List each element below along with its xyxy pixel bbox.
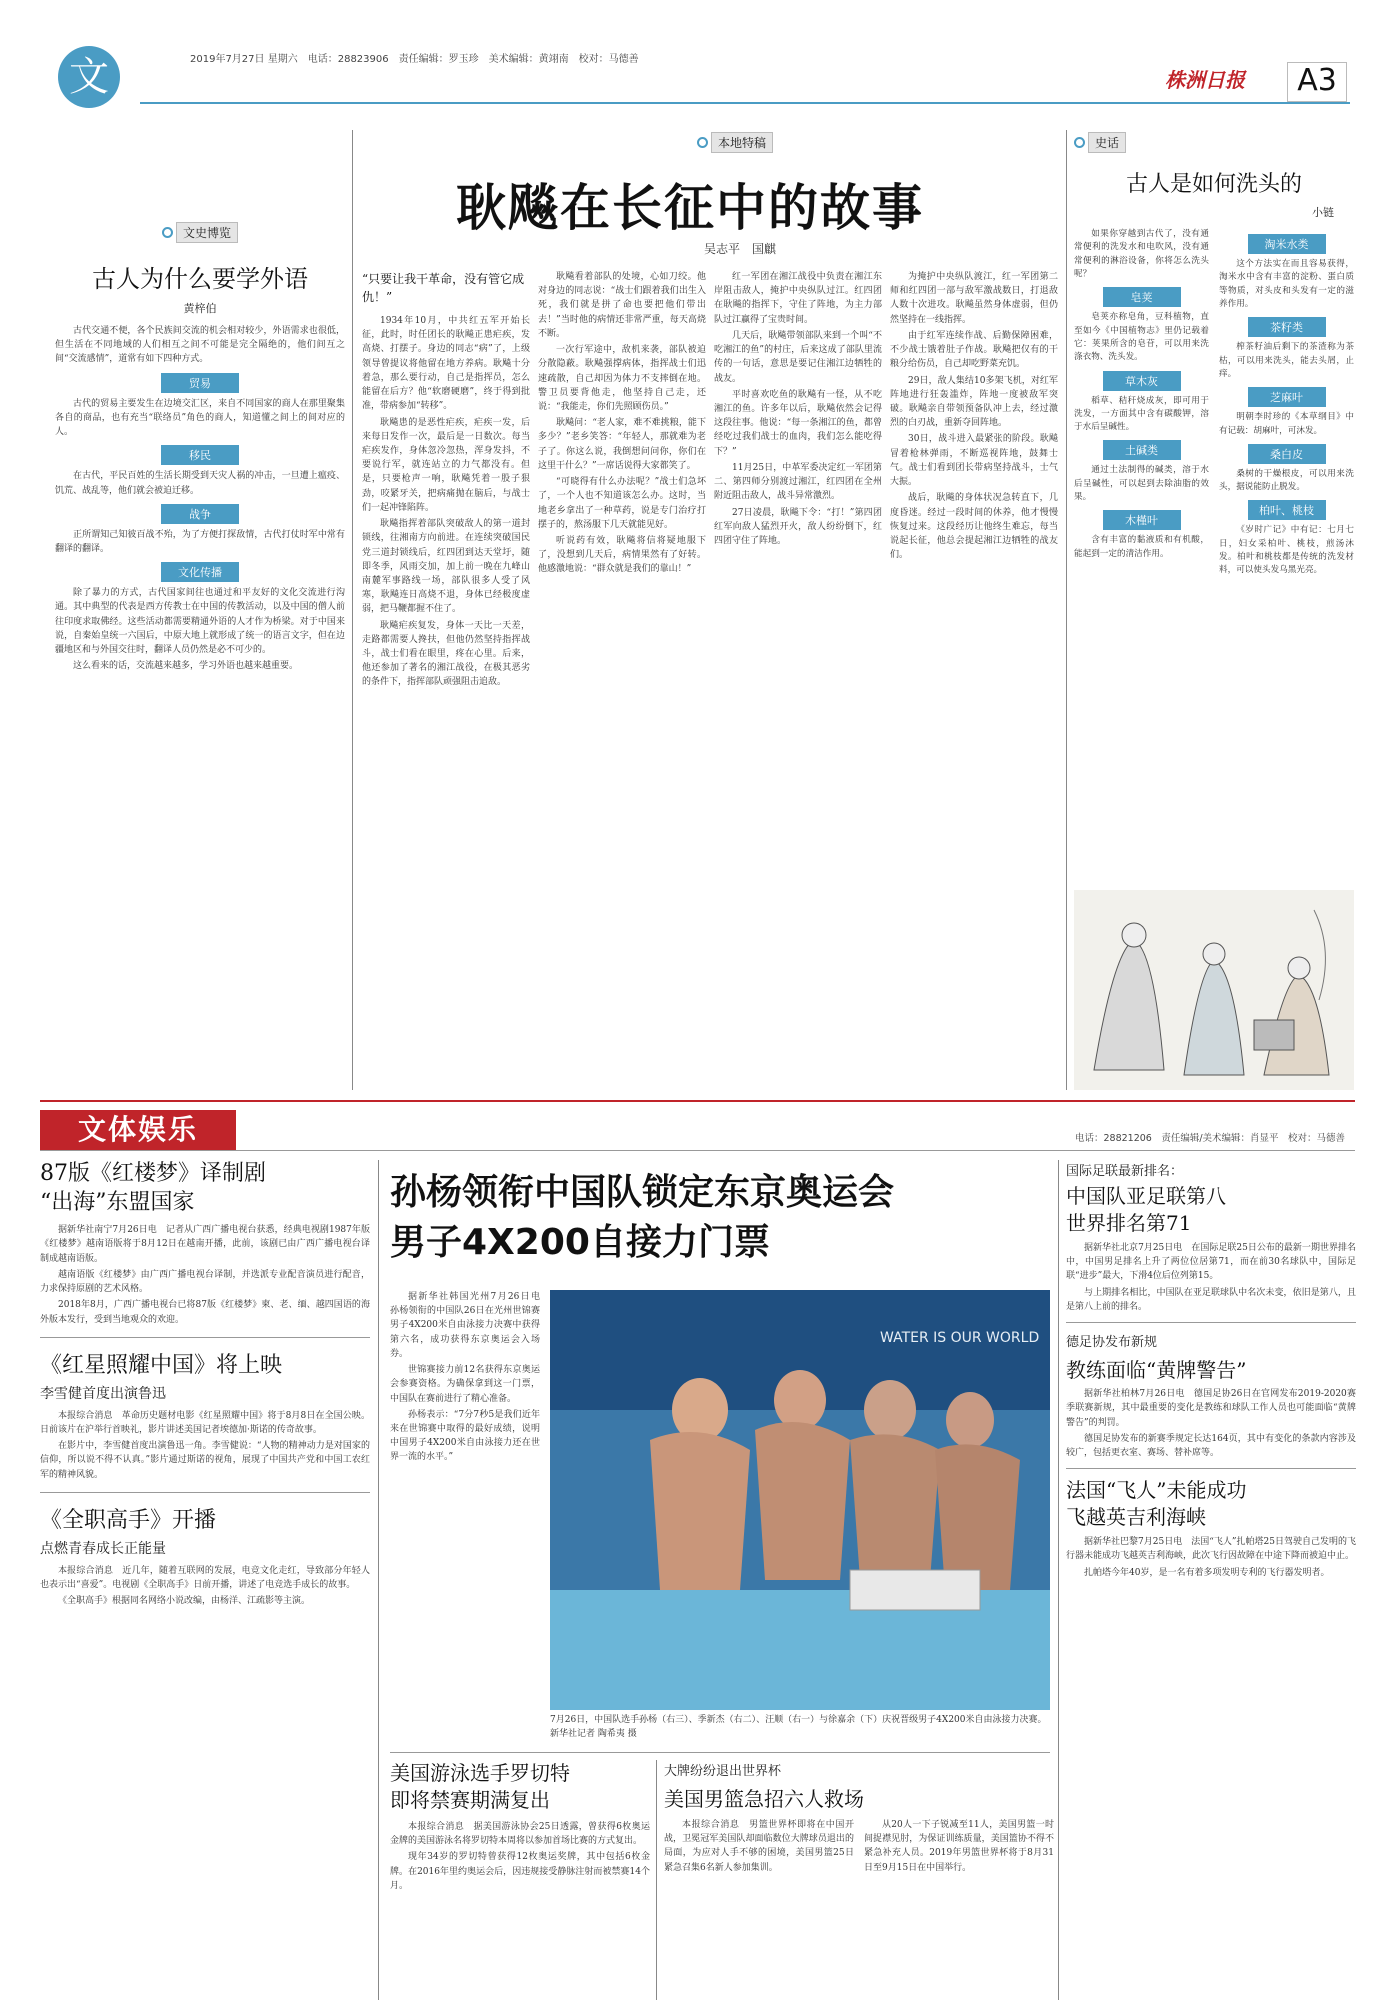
ancient-women-illustration bbox=[1074, 890, 1354, 1090]
section-badge bbox=[58, 46, 120, 162]
right-subhead: 芝麻叶 bbox=[1248, 387, 1326, 407]
right-para: 皂荚亦称皂角，豆科植物，直至如今《中国植物志》里仍记载着它：荚果所含的皂苷，可以用来洗涤衣物、洗头发。 bbox=[1074, 312, 1209, 363]
article-para: 德国足协发布的新赛季规定长达164页，其中有变化的条款内容涉及较广，包括更衣室、赛场、替补席等。 bbox=[1066, 1433, 1356, 1458]
right-para: 这个方法实在而且容易获得，淘米水中含有丰富的淀粉、蛋白质等物质，对头皮和头发有一定的滋养作用。 bbox=[1219, 259, 1354, 309]
feature-para: 据新华社韩国光州7月26日电 孙杨领衔的中国队26日在光州世锦赛男子4X200米自由泳接力决赛中获得第六名，成功获得东京奥运会入场券。 bbox=[390, 1292, 550, 1359]
right-subhead: 茶籽类 bbox=[1248, 317, 1326, 337]
right-para: 桑树的干燥根皮，可以用来洗头，据说能防止脱发。 bbox=[1219, 468, 1354, 493]
main-col-3 bbox=[714, 270, 882, 1090]
article-title: 中国队亚足联第八 世界排名第71 bbox=[1066, 1184, 1226, 1235]
right-subhead: 木槿叶 bbox=[1103, 510, 1181, 530]
right-para: 榨茶籽油后剩下的茶渣称为茶枯，可以用来洗头，能去头屑，止痒。 bbox=[1219, 342, 1354, 379]
photo-caption: 7月26日，中国队选手孙杨（右三）、季新杰（右二）、汪顺（右一）与徐嘉余（下）庆祝晋级男子4X200米自由泳接力决赛。 新华社记者 陶希夷 摄 bbox=[550, 1715, 1052, 1739]
left-subhead: 文化传播 bbox=[161, 562, 239, 582]
article-title: 《全职高手》开播 bbox=[40, 1507, 217, 1533]
section-char-1: 文史 bbox=[58, 46, 120, 108]
left-column bbox=[55, 222, 345, 1092]
article-title: 美国游泳选手罗切特 即将禁赛期满复出 bbox=[390, 1761, 570, 1812]
section2-meta: 电话：28821206 责任编辑/美术编辑：肖显平 校对：马德善 bbox=[1075, 1133, 1346, 1144]
left-subhead: 移民 bbox=[161, 445, 239, 465]
article-usa-basketball bbox=[664, 1760, 1054, 2000]
right-para: 《岁时广记》中有记：七月七日，妇女采柏叶、桃枝，煎汤沐发。柏叶和桃枝都是传统的洗发材料，可以使头发乌黑光亮。 bbox=[1219, 525, 1354, 576]
article-kicker: 国际足联最新排名： bbox=[1066, 1164, 1184, 1179]
story-para: 11月25日，中革军委决定红一军团第二、第四师分别渡过湘江，红四团在全州附近阻击敌人，战斗异常激烈。 bbox=[714, 462, 882, 502]
right-title: 古人是如何洗头的 bbox=[1125, 172, 1302, 197]
right-para: 如果你穿越到古代了，没有通常便利的洗发水和电吹风，没有通常便利的淋浴设备，你将怎么洗头呢？ bbox=[1074, 229, 1209, 279]
right-author: 小链 bbox=[1312, 206, 1334, 219]
article-kicker: 大牌纷纷退出世界杯 bbox=[664, 1764, 782, 1779]
article-para: 据新华社巴黎7月25日电 法国“飞人”扎帕塔25日驾驶自己发明的飞行器未能成功飞越英吉利海峡，此次飞行因故障在中途下降而被迫中止。 bbox=[1066, 1537, 1356, 1562]
headline-byline: 吴志平 国麒 bbox=[703, 242, 776, 256]
article-para: 在影片中，李雪健首度出演鲁迅一角。李雪健说：“人物的精神动力是对国家的信仰，所以说不得不认真。”影片通过斯诺的视角，展现了中国共产党和中国工农红军的精神风貌。 bbox=[40, 1441, 370, 1480]
story-para: 27日凌晨，耿飚下令：“打！”第四团红军向敌人猛烈开火，敌人纷纷倒下，红四团守住了阵地。 bbox=[714, 507, 882, 546]
article-para: 现年34岁的罗切特曾获得12枚奥运奖牌，其中包括6枚金牌。在2016年里约奥运会后，因违规接受静脉注射而被禁赛14个月。 bbox=[390, 1852, 650, 1891]
article-para: 越南语版《红楼梦》由广西广播电视台译制，并选派专业配音演员进行配音，力求保持原剧的艺术风格。 bbox=[40, 1269, 370, 1295]
article-para: 本报综合消息 革命历史题材电影《红星照耀中国》将于8月8日在全国公映。日前该片在沪举行首映礼，影片讲述美国记者埃德加·斯诺的传奇故事。 bbox=[40, 1410, 370, 1435]
main-col-4 bbox=[890, 270, 1058, 1090]
article-para: 据新华社南宁7月26日电 记者从广西广播电视台获悉，经典电视剧1987年版《红楼梦》越南语版将于8月12日在越南开播，此前，该剧已由广西广播电视台译制成越南语版。 bbox=[40, 1225, 370, 1264]
intro-quote: “只要让我干革命，没有管它成仇！” bbox=[362, 272, 525, 304]
story-para: 红一军团在湘江战役中负责在湘江东岸阻击敌人，掩护中央纵队过江。红四团在耿飚的指挥下，守住了阵地，为主力部队过江赢得了宝贵时间。 bbox=[714, 272, 882, 325]
story-para: 耿飚问：“老人家，难不难挑粮，能下多少？”老乡笑答：“年轻人，那就难为老子了。你这么说，我倒想问问你，你们在这里干什么？”一席话说得大家都笑了。 bbox=[538, 418, 706, 471]
right-subhead: 淘米水类 bbox=[1248, 234, 1326, 254]
section2-left bbox=[40, 1160, 370, 2000]
left-para: 除了暴力的方式，古代国家间往也通过和平友好的文化交流进行沟通。其中典型的代表是西方传教士在中国的传教活动，以及中国的僧人前往印度求取佛经。这些活动都需要精通外语的人才作为桥梁。对于中国来说，自秦始皇统一六国后，中原大地上就形成了统一的语言文字，但在边疆地区和与外国交往时，翻译人员仍然是必不可少的。 bbox=[55, 588, 345, 656]
left-para: 这么看来的话，交流越来越多，学习外语也越来越重要。 bbox=[73, 661, 299, 672]
article-para: 从20人一下子锐减至11人，美国男篮一时间捉襟见肘，为保证训练质量，美国篮协不得不紧急补充人员。2019年男篮世界杯将于8月31日至9月15日在中国举行。 bbox=[864, 1820, 1054, 1873]
article-para: 本报综合消息 据美国游泳协会25日透露，曾获得6枚奥运金牌的美国游泳名将罗切特本周将以参加首场比赛的方式复出。 bbox=[390, 1822, 650, 1847]
page-number: A3 bbox=[1287, 62, 1347, 102]
left-para: 古代的贸易主要发生在边境交汇区，来自不同国家的商人在那里聚集各自的商品，也有充当“联络员”角色的商人，知道懂之间上的间对应的人。 bbox=[55, 398, 345, 438]
article-para: 据新华社柏林7月26日电 德国足协26日在官网发布2019-2020赛季联赛新规，其中最重要的变化是教练和球队工作人员也可能面临“黄牌警告”的判罚。 bbox=[1066, 1389, 1356, 1428]
article-para: 《全职高手》根据同名网络小说改编，由杨洋、江疏影等主演。 bbox=[58, 1596, 311, 1607]
header-meta: 2019年7月27日 星期六 电话：28823906 责任编辑：罗玉珍 美术编辑：黄翊南 校对：马德善 bbox=[190, 54, 639, 65]
story-para: 战后，耿飚的身体状况急转直下，几度昏迷。经过一段时间的休养，他才慢慢恢复过来。这段经历让他终生难忘，每当说起长征，他总会提起湘江边牺牲的战友们。 bbox=[890, 493, 1058, 561]
left-subhead: 贸易 bbox=[161, 373, 239, 393]
right-subhead: 土碱类 bbox=[1103, 440, 1181, 460]
story-para: 耿飚患的是恶性疟疾，疟疾一发，后来每日发作一次，最后是一日数次。每当疟疾发作，身体忽冷忽热，浑身发抖，不要说行军，就连站立的力气都没有。但是，只要枪声一响，耿飚凭着一股子狠劲，咬紧牙关，把病痛抛在脑后，与战士们一起冲锋陷阵。 bbox=[362, 417, 530, 513]
right-label: 史话 bbox=[1074, 132, 1354, 153]
story-para: 耿飚指挥着部队突破敌人的第一道封锁线，往湘南方向前进。在连续突破国民党三道封锁线后，红四团到达天堂圩，随即冬季，风雨交加，加上前一晚在九峰山南麓军事路线一场，部队很多人受了风寒，耿飚连日高烧不退，身体已经极度虚弱，把马鞭都握不住了。 bbox=[362, 519, 530, 615]
story-para: 1934年10月，中共红五军开始长征，此时，时任团长的耿飚正患疟疾，发高烧、打摆子。身边的同志“病”了，上级领导曾提议将他留在地方养病。耿飚十分着急，那么要行动，自己是指挥员，怎么能留在后方？他“软磨硬磨”，终于得到批准，带病参加“转移”。 bbox=[362, 316, 530, 412]
section2-right bbox=[1066, 1160, 1356, 2000]
story-para: “可晓得有什么办法呢？”战士们急坏了，一个人也不知道该怎么办。这时，当地老乡拿出了一种草药，说是专门治疗打摆子的，熬汤服下几天就能见好。 bbox=[538, 477, 706, 530]
story-para: 为掩护中央纵队渡江，红一军团第二师和红四团一部与敌军激战数日，打退敌人数十次进攻。耿飚虽然身体虚弱，但仍然坚持在一线指挥。 bbox=[890, 272, 1058, 325]
article-kicker: 德足协发布新规 bbox=[1066, 1335, 1158, 1351]
left-para: 古代交通不便，各个民族间交流的机会相对较少，外语需求也很低，但生活在不同地域的人们相互之间不可能是完全隔绝的，他们间互之间“交流感情”，道常有如下四种方式。 bbox=[55, 326, 345, 365]
story-para: 听说药有效，耿飚将信将疑地服下了，没想到几天后，病情果然有了好转。他感激地说：“群众就是我们的靠山！” bbox=[538, 535, 706, 575]
right-subhead: 皂荚 bbox=[1103, 287, 1181, 307]
right-para: 通过土法制得的碱类，溶于水后呈碱性，可以起到去除油脂的效果。 bbox=[1074, 465, 1209, 503]
story-para: 一次行军途中，敌机来袭，部队被迫分散隐蔽。耿飚强撑病体，指挥战士们迅速疏散，自己却因为体力不支摔倒在地。警卫员要背他走，他坚持自己走，还说：“我能走，你们先照顾伤员。” bbox=[538, 345, 706, 412]
main-col-2 bbox=[538, 270, 706, 1090]
feature-para: 孙杨表示：“7分7秒5是我们近年来在世锦赛中取得的最好成绩，说明中国男子4X200米自由泳接力还在世界一流的水平。” bbox=[390, 1409, 540, 1463]
story-para: 由于红军连续作战、后勤保障困难，不少战士饿着肚子作战。耿飚把仅有的干粮分给伤员，自己却吃野菜充饥。 bbox=[890, 330, 1058, 370]
article-para: 扎帕塔今年40岁，是一名有着多项发明专利的飞行器发明者。 bbox=[1084, 1567, 1330, 1578]
left-para: 正所谓知己知彼百战不殆，为了方便打探敌情，古代打仗时军中常有翻译的翻译。 bbox=[55, 529, 345, 554]
article-title: 美国男篮急招六人救场 bbox=[664, 1787, 864, 1811]
headline-title: 耿飚在长征中的故事 bbox=[456, 178, 924, 237]
left-label: 文史博览 bbox=[55, 222, 345, 243]
article-para: 2018年8月，广西广播电视台已将87版《红楼梦》柬、老、缅、越四国语的海外版本发行，受到当地观众的欢迎。 bbox=[40, 1300, 370, 1325]
article-para: 据新华社北京7月25日电 在国际足联25日公布的最新一期世界排名中，中国男足排名上升了两位位居第71，而在前30名球队中，国际足联“进步”最大，下滑4位后位列第15。 bbox=[1066, 1243, 1356, 1282]
story-para: 30日，战斗进入最紧张的阶段。耿飚冒着枪林弹雨，不断巡视阵地，鼓舞士气。战士们看到团长带病坚持战斗，士气大振。 bbox=[890, 434, 1058, 488]
left-para: 在古代，平民百姓的生活长期受到天灾人祸的冲击，一旦遭上瘟疫、饥荒、战乱等，他们就会被迫迁移。 bbox=[55, 471, 345, 496]
headline-label: 本地特稿 bbox=[635, 132, 835, 156]
right-para: 稻草、秸秆烧成灰，即可用于洗发，一方面其中含有碳酸钾，溶于水后呈碱性。 bbox=[1074, 395, 1209, 433]
story-para: 29日，敌人集结10多架飞机，对红军阵地进行狂轰滥炸，阵地一度被敌军突破。耿飚亲自带领预备队冲上去，经过激烈的白刃战，重新夺回阵地。 bbox=[890, 375, 1058, 429]
feature-text bbox=[390, 1290, 550, 1710]
article-para: 本报综合消息 近几年，随着互联网的发展，电竞文化走红，导致部分年轻人也表示出“喜爱”。电视剧《全职高手》日前开播，讲述了电竞选手成长的故事。 bbox=[40, 1565, 370, 1591]
photo-banner-text: WATER IS OUR WORLD bbox=[880, 1330, 1040, 1346]
left-subhead: 战争 bbox=[161, 504, 239, 524]
article-title: 教练面临“黄牌警告” bbox=[1066, 1358, 1247, 1383]
left-author: 黄梓伯 bbox=[183, 302, 217, 315]
right-para: 含有丰富的黏液质和有机酸，能起到一定的清洁作用。 bbox=[1074, 535, 1209, 559]
story-para: 几天后，耿飚带领部队来到一个叫“不吃湘江的鱼”的村庄，后来这成了部队里流传的一句话，意思是要记住湘江边牺牲的战友。 bbox=[714, 330, 882, 384]
article-subtitle: 李雪健首度出演鲁迅 bbox=[40, 1385, 166, 1402]
article-rochette bbox=[390, 1760, 650, 2000]
article-title: 87版《红楼梦》译制剧 “出海”东盟国家 bbox=[40, 1161, 266, 1215]
article-para: 与上期排名相比，中国队在亚足联球队中名次未变，依旧是第八，且是第八上前的排名。 bbox=[1066, 1287, 1356, 1312]
article-title: 法国“飞人”未能成功 飞越英吉利海峡 bbox=[1066, 1478, 1247, 1530]
right-subhead: 草木灰 bbox=[1103, 371, 1181, 391]
story-para: 耿飚看着部队的处境，心如刀绞。他对身边的同志说：“战士们跟着我们出生入死，我们就是拼了命也要把他们带出去！”当时他的病情还非常严重，每天高烧不断。 bbox=[538, 272, 706, 339]
story-para: 平时喜欢吃鱼的耿飚有一怪，从不吃湘江的鱼。许多年以后，耿飚依然会记得这段往事。他说：“每一条湘江的鱼，都曾经吃过我们战士的血肉，我们怎么能吃得下？” bbox=[714, 389, 882, 457]
swimmers-photo bbox=[550, 1290, 1050, 1710]
feature-title: 孙杨领衔中国队锁定东京奥运会 男子4X200自接力门票 bbox=[390, 1172, 895, 1264]
story-para: 耿飚疟疾复发，身体一天比一天差，走路都需要人搀扶，但他仍然坚持指挥战斗，战士们看在眼里，疼在心里。后来，他还参加了著名的湘江战役，在极其恶劣的条件下，指挥部队顽强阻击追敌。 bbox=[362, 620, 530, 688]
main-col-1 bbox=[362, 270, 530, 1090]
article-para: 本报综合消息 男篮世界杯即将在中国开战，卫冕冠军美国队却面临数位大牌球员退出的局面，为应对人手不够的困境，美国男篮25日紧急召集6名新人参加集训。 bbox=[664, 1820, 854, 1873]
section2-banner: 文体娱乐 bbox=[40, 1110, 236, 1150]
newspaper-logo: 株洲日报 bbox=[1165, 68, 1245, 92]
right-subhead: 桑白皮 bbox=[1248, 444, 1326, 464]
right-subhead: 柏叶、桃枝 bbox=[1248, 500, 1326, 520]
left-title: 古人为什么要学外语 bbox=[92, 265, 308, 293]
right-para: 明朝李时珍的《本草纲目》中有记载：胡麻叶，可沐发。 bbox=[1219, 412, 1354, 436]
article-title: 《红星照耀中国》将上映 bbox=[40, 1352, 283, 1378]
article-subtitle: 点燃青春成长正能量 bbox=[40, 1540, 166, 1557]
feature-para: 世锦赛接力前12名获得东京奥运会参赛资格。为确保拿到这一门票，中国队在赛前进行了精心准备。 bbox=[390, 1365, 540, 1404]
